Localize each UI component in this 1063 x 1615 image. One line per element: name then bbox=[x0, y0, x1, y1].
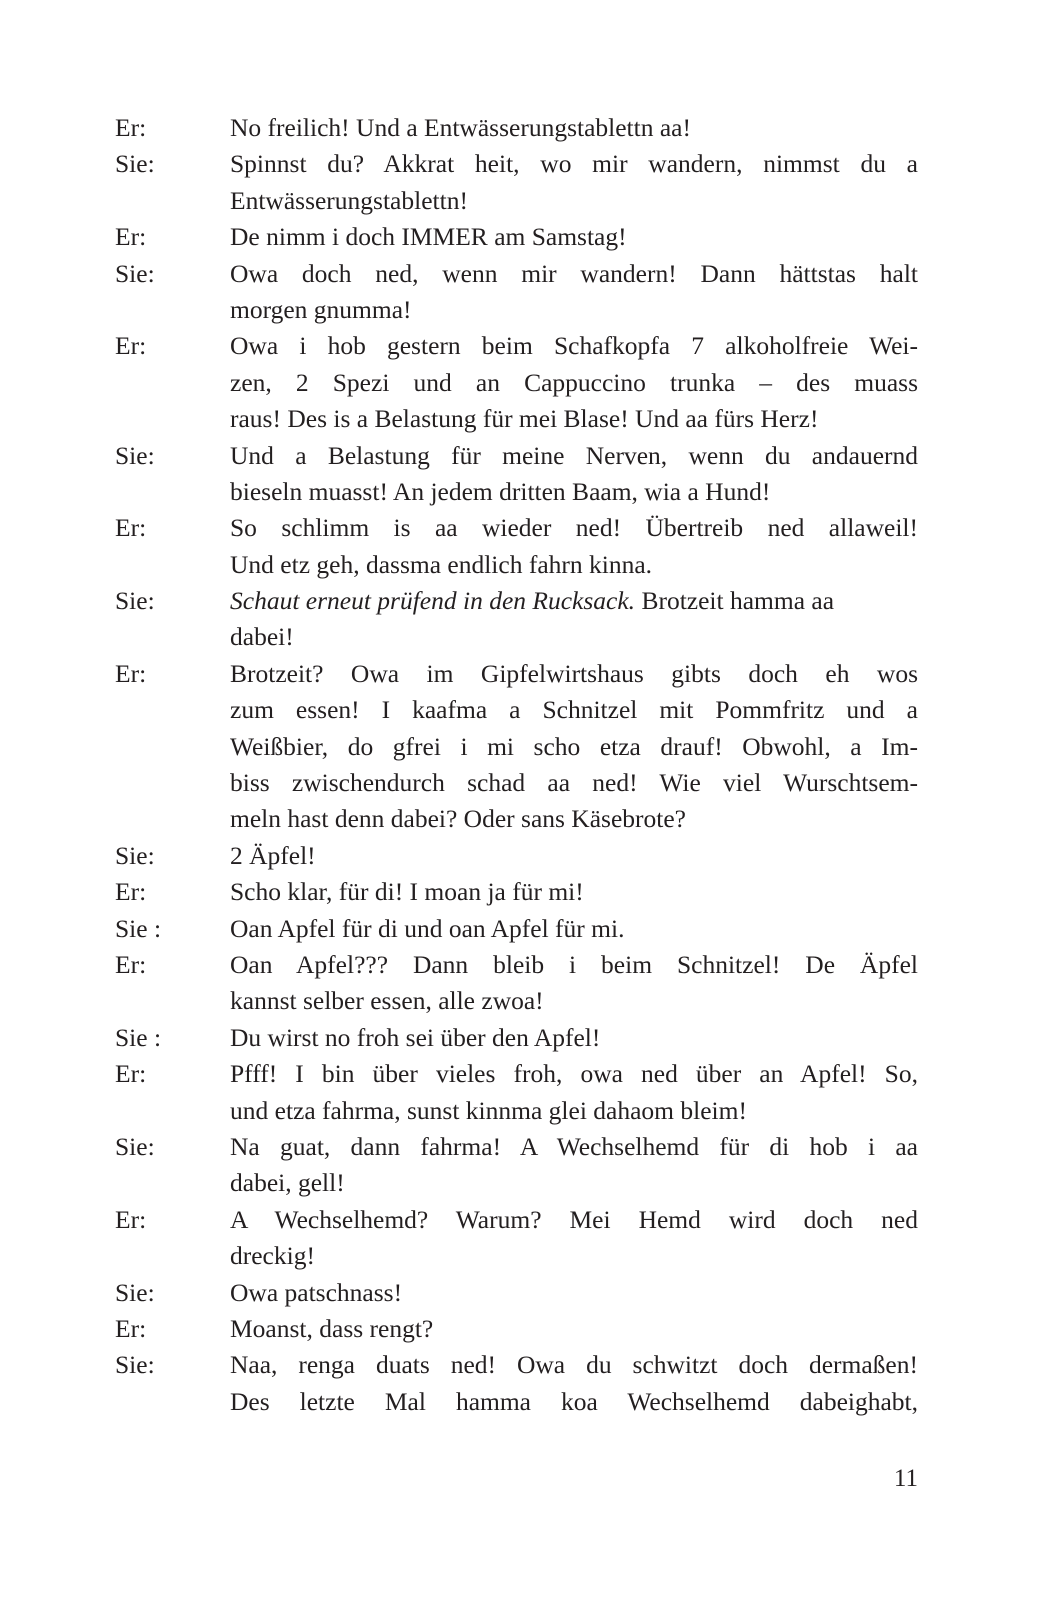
speaker-label: Er: bbox=[115, 949, 147, 979]
line-text: meln hast denn dabei? Oder sans Käsebrote? bbox=[230, 804, 686, 834]
dialogue-line bbox=[115, 292, 918, 328]
speaker-label: Sie: bbox=[115, 586, 155, 616]
dialogue-line bbox=[115, 401, 918, 437]
line-text: Scho klar, für di! I moan ja für mi! bbox=[230, 877, 584, 907]
dialogue-line bbox=[115, 619, 918, 655]
line-text: dabei, gell! bbox=[230, 1168, 345, 1198]
line-text: A Wechselhemd? Warum? Mei Hemd wird doch ned bbox=[230, 1204, 918, 1234]
line-text: raus! Des is a Belastung für mei Blase! Und aa fürs Herz! bbox=[230, 404, 819, 434]
speaker-label: Sie: bbox=[115, 1131, 155, 1161]
dialogue-line bbox=[115, 365, 918, 401]
speaker-label: Er: bbox=[115, 113, 147, 142]
line-text: dabei! bbox=[230, 622, 294, 652]
line-text: Owa i hob gestern beim Schafkopfa 7 alkoholfreie Wei- bbox=[230, 331, 918, 361]
speaker-label: Sie : bbox=[115, 913, 162, 943]
line-text: Oan Apfel??? Dann bleib i beim Schnitzel! De Äpfel bbox=[230, 949, 918, 979]
speaker-label: Sie: bbox=[115, 1350, 155, 1380]
speaker-label: Er: bbox=[115, 513, 147, 543]
line-text: Du wirst no froh sei über den Apfel! bbox=[230, 1022, 601, 1052]
line-text: Und a Belastung für meine Nerven, wenn du andauernd bbox=[230, 440, 918, 470]
speaker-label: Sie : bbox=[115, 1022, 162, 1052]
speaker-label: Er: bbox=[115, 1059, 147, 1089]
dialogue-line bbox=[115, 729, 918, 765]
dialogue-line bbox=[115, 1202, 918, 1238]
speaker-label: Sie: bbox=[115, 840, 155, 870]
dialogue-line bbox=[115, 547, 918, 583]
dialogue-line bbox=[115, 1020, 918, 1056]
line-text: Oan Apfel für di und oan Apfel für mi. bbox=[230, 913, 625, 943]
line-text bbox=[230, 583, 918, 619]
dialogue-line bbox=[115, 1311, 918, 1347]
dialogue bbox=[115, 110, 918, 1420]
dialogue-line bbox=[115, 983, 918, 1019]
speaker-label: Sie: bbox=[115, 149, 155, 179]
dialogue-line bbox=[115, 110, 918, 146]
stage-direction: Schaut erneut prüfend in den Rucksack. bbox=[230, 586, 636, 616]
speaker-label: Sie: bbox=[115, 258, 155, 288]
dialogue-line bbox=[115, 947, 918, 983]
dialogue-line bbox=[115, 1093, 918, 1129]
dialogue-line bbox=[115, 1347, 918, 1383]
speaker-label: Er: bbox=[115, 222, 147, 252]
dialogue-line bbox=[115, 765, 918, 801]
dialogue-line bbox=[115, 219, 918, 255]
dialogue-line bbox=[115, 474, 918, 510]
line-text: Und etz geh, dassma endlich fahrn kinna. bbox=[230, 549, 653, 579]
line-text: dreckig! bbox=[230, 1241, 315, 1271]
dialogue-line bbox=[115, 510, 918, 546]
speaker-label: Er: bbox=[115, 331, 147, 361]
page-number: 11 bbox=[893, 1465, 918, 1492]
dialogue-line bbox=[115, 911, 918, 947]
speaker-label: Er: bbox=[115, 1313, 147, 1343]
speaker-label: Er: bbox=[115, 658, 147, 688]
dialogue-line bbox=[115, 874, 918, 910]
line-text: Na guat, dann fahrma! A Wechselhemd für di hob i aa bbox=[230, 1131, 918, 1161]
dialogue-line bbox=[115, 1165, 918, 1201]
line-text: De nimm i doch IMMER am Samstag! bbox=[230, 222, 627, 252]
line-text: Moanst, dass rengt? bbox=[230, 1313, 434, 1343]
dialogue-line bbox=[115, 1056, 918, 1092]
line-text: Owa doch ned, wenn mir wandern! Dann hättstas halt bbox=[230, 258, 918, 288]
line-text: Des letzte Mal hamma koa Wechselhemd dabeighabt, bbox=[230, 1386, 918, 1416]
line-text: biss zwischendurch schad aa ned! Wie viel Wurschtsem- bbox=[230, 768, 918, 798]
speaker-label: Sie: bbox=[115, 1277, 155, 1307]
dialogue-line bbox=[115, 438, 918, 474]
speaker-label: Er: bbox=[115, 877, 147, 907]
line-text: So schlimm is aa wieder ned! Übertreib ned allaweil! bbox=[230, 513, 918, 543]
line-text: 2 Äpfel! bbox=[230, 840, 316, 870]
line-text: zum essen! I kaafma a Schnitzel mit Pommfritz und a bbox=[230, 695, 918, 725]
dialogue-line bbox=[115, 146, 918, 182]
dialogue-line bbox=[115, 183, 918, 219]
speaker-label: Sie: bbox=[115, 440, 155, 470]
dialogue-line bbox=[115, 583, 918, 619]
line-text: Weißbier, do gfrei i mi scho etza drauf! Obwohl, a Im- bbox=[230, 731, 918, 761]
line-text: bieseln muasst! An jedem dritten Baam, wia a Hund! bbox=[230, 476, 771, 506]
line-text: Naa, renga duats ned! Owa du schwitzt doch dermaßen! bbox=[230, 1350, 918, 1380]
dialogue-line bbox=[115, 656, 918, 692]
dialogue-line bbox=[115, 1238, 918, 1274]
dialogue-line bbox=[115, 692, 918, 728]
line-text: Entwässerungstablettn! bbox=[230, 185, 468, 215]
line-text: morgen gnumma! bbox=[230, 294, 412, 324]
dialogue-line bbox=[115, 256, 918, 292]
line-text: zen, 2 Spezi und an Cappuccino trunka – des muass bbox=[230, 367, 918, 397]
line-text: Owa patschnass! bbox=[230, 1277, 403, 1307]
line-text: kannst selber essen, alle zwoa! bbox=[230, 986, 544, 1016]
dialogue-line bbox=[115, 801, 918, 837]
line-text: und etza fahrma, sunst kinnma glei dahaom bleim! bbox=[230, 1095, 747, 1125]
dialogue-line bbox=[115, 1384, 918, 1420]
dialogue-line bbox=[115, 328, 918, 364]
line-text: Spinnst du? Akkrat heit, wo mir wandern, nimmst du a bbox=[230, 149, 918, 179]
dialogue-line bbox=[115, 1129, 918, 1165]
dialogue-line bbox=[115, 1275, 918, 1311]
line-text: Brotzeit? Owa im Gipfelwirtshaus gibts doch eh wos bbox=[230, 658, 918, 688]
line-text-rest: Brotzeit hamma aa bbox=[635, 586, 835, 616]
dialogue-line bbox=[115, 838, 918, 874]
speaker-label: Er: bbox=[115, 1204, 147, 1234]
line-text: No freilich! Und a Entwässerungstablettn aa! bbox=[230, 113, 691, 142]
line-text: Pfff! I bin über vieles froh, owa ned über an Apfel! So, bbox=[230, 1059, 918, 1089]
